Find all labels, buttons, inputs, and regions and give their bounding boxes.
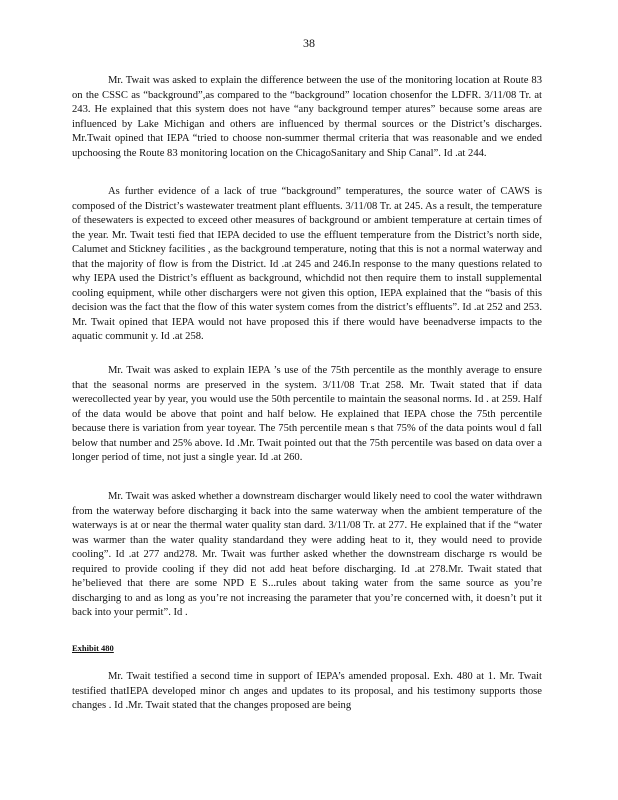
paragraph-route-83-background: Mr. Twait was asked to explain the difference between the use of the monitoring location at Route 83 on the CSSC as “background”,as compared to the “background” location chosenfor the LDFR. 3/11/08 Tr. at 243. He explained that this system does not have “any background temper atures” because some areas are influenced by Lake Michigan and others are influenced by thermal sources or the District’s discharges. Mr.Twait opined that IEPA “tried to choose non-summer thermal criteria that was reasonable and we ended upchoosing the Route 83 monitoring location on the ChicagoSanitary and Ship Canal”. Id .at 244. — [72, 75, 542, 159]
paragraph-amended-proposal: Mr. Twait testified a second time in support of IEPA’s amended proposal. Exh. 480 at 1. Mr. Twait testified thatIEPA developed minor ch anges and updates to its proposal, and his testimony supports those changes . Id .Mr. Twait stated that the changes proposed are being — [72, 671, 542, 711]
exhibit-heading — [72, 643, 114, 653]
paragraph-75th-percentile: Mr. Twait was asked to explain IEPA ’s use of the 75th percentile as the monthly average to ensure that the seasonal norms are preserved in the system. 3/11/08 Tr.at 258. Mr. Twait stated that if data werecollected year by year, you would use the 50th percentile to maintain the seasonal norms. Id . at 259. Half of the data would be above that point and half below. He explained that IEPA chose the 75th percentile because there is variation from year toyear. The 75th percentile mean s that 75% of the data points woul d fall below that number and 25% above. Id .Mr. Twait pointed out that the 75th percentile was based on data over a longer period of time, not just a single year. Id .at 260. — [72, 365, 542, 463]
paragraph-effluent-background: As further evidence of a lack of true “background” temperatures, the source water of CAWS is composed of the District’s wastewater treatment plant effluents. 3/11/08 Tr. at 245. As a result, the temperature of thesewaters is expected to exceed other measures of background or ambient temperature at certain times of the year. Mr. Twait testi fied that IEPA decided to use the effluent temperature from the District’s north side, Calumet and Stickney facilities , as the background temperature, noting that this is not a normal waterway and that the majority of flow is from the District. Id .at 245 and 246.In response to the many questions related to why IEPA used the District’s effluent as background, whichdid not then require them to install supplemental cooling equipment, while other dischargers were not given this option, IEPA explained that the “basis of this decision was the fact that the flow of this water system comes from the district’s effluents”. Id .at 252 and 253. Mr. Twait opined that IEPA would not have proposed this if there would have beenadverse impacts to the aquatic communit y. Id .at 258. — [72, 186, 542, 342]
paragraph-downstream-discharger: Mr. Twait was asked whether a downstream discharger would likely need to cool the water withdrawn from the waterway before discharging it back into the same waterway when the ambient temperature of the waterways is at or near the thermal water quality stan dard. 3/11/08 Tr. at 277. He explained that if the “water was warmer than the water quality standardand they were adding heat to it, they would need to provide cooling”. Id .at 277 and278. Mr. Twait was further asked whether the downstream discharge rs would be required to provide cooling if they did not add heat before discharging. Id .at 278.Mr. Twait stated that he’believed that there are some NPD E S...rules about taking water from the same source as you’re discharging to and as long as you’re not increasing the parameter that you’re concerned with, it doesn’t put it back into your permit”. Id . — [72, 491, 542, 618]
exhibit-heading-text: Exhibit 480 — [72, 643, 114, 653]
page-number: 38 — [303, 36, 315, 50]
